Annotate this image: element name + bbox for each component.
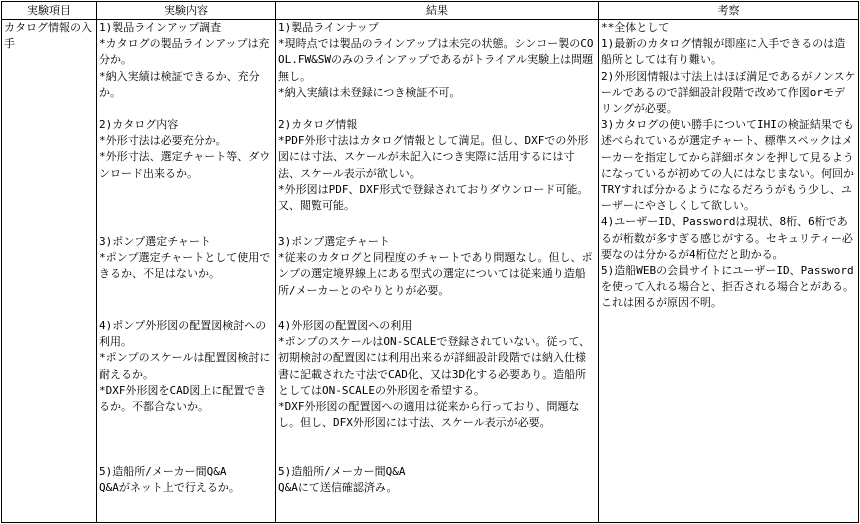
discussion-text: **全体として 1)最新のカタログ情報が即座に入手できるのは造船所としては有り難い。 2)外形図情報は寸法上はほぼ満足であるがノンスケールであるので詳細設計段階で改めて作図orモデリングが必要。 3)カタログの使い勝手についてIHIの検証結果でも述べられているが選定チャート、標準スペックはメーカーを指定してから詳細ボタンを押して見るようになっているが初めての人にはなじまない。何回かTRYすれば分かるようになるだろうがもう少し、ユーザーにやさしくして欲しい。 4)ユーザーID、Passwordは現状、8桁、6桁であるが桁数が多すぎる感じがする。セキュリティー必要なのは分かるが4桁位だと助かる。 5)造船WEBの会員サイトにユーザーID、Passwordを使って入れる場合と、拒否される場合とがある。これは困るが原因不明。 [601,21,856,310]
result-cell [276,20,599,523]
header-item: 実験項目 [2,2,97,20]
header-content: 実験内容 [97,2,276,20]
header-result: 結果 [276,2,599,20]
result-section-1: 1)製品ラインナップ *現時点では製品のラインアップは未完の状態。シンコー製のCOOL.FW&SWのみのラインアップであるがトライアル実験上は問題無し。 *納入実績は未登録につき検証不可。 [278,21,594,99]
discussion-cell [599,20,859,523]
result-section-3: 3)ポンプ選定チャート *従来のカタログと同程度のチャートであり問題なし。但し、ポンプの選定境界線上にある型式の選定については従来通り造船所/メーカーとのやりとりが必要。 [278,235,593,297]
header-row [2,2,859,20]
content-cell [97,20,276,523]
item-text: カタログ情報の入手 [4,21,92,51]
content-section-1: 1)製品ラインアップ調査 *カタログの製品ラインアップは充分か。 *納入実績は検証できるか、充分か。 [99,21,270,99]
result-section-5: 5)造船所/メーカー間Q&A Q&Aにて送信確認済み。 [278,465,406,495]
table-row [2,20,859,523]
content-section-2: 2)カタログ内容 *外形寸法は必要充分か。 *外形寸法、選定チャート等、ダウンロード出来るか。 [99,118,271,180]
content-section-4: 4)ポンプ外形図の配置図検討への利用。 *ポンプのスケールは配置図検討に耐えるか。 *DXF外形図をCAD図上に配置できるか。不都合ないか。 [99,319,271,414]
content-section-5: 5)造船所/メーカー間Q&A Q&Aがネット上で行えるか。 [99,465,240,495]
header-discussion: 考察 [599,2,859,20]
evaluation-table [1,1,859,523]
result-section-2: 2)カタログ情報 *PDF外形寸法はカタログ情報として満足。但し、DXFでの外形図には寸法、スケールが未記入につき実際に活用するには寸法、スケール表示が欲しい。 *外形図はPDF、DXF形式で登録されておりダウンロード可能。又、閲覧可能。 [278,118,589,213]
item-cell [2,20,97,523]
content-section-3: 3)ポンプ選定チャート *ポンプ選定チャートとして使用できるか、不足はないか。 [99,235,271,281]
result-section-4: 4)外形図の配置図への利用 *ポンプのスケールはON-SCALEで登録されていない。従って、初期検討の配置図には利用出来るが詳細設計段階では納入仕様書に記載された寸法でCAD化、又は3D化する必要あり。造船所としてはON-SCALEの外形図を希望する。 *DXF外形図の配置図への適用は従来から行っており、問題なし。但し、DFX外形図には寸法、スケール表示が必要。 [278,319,591,430]
